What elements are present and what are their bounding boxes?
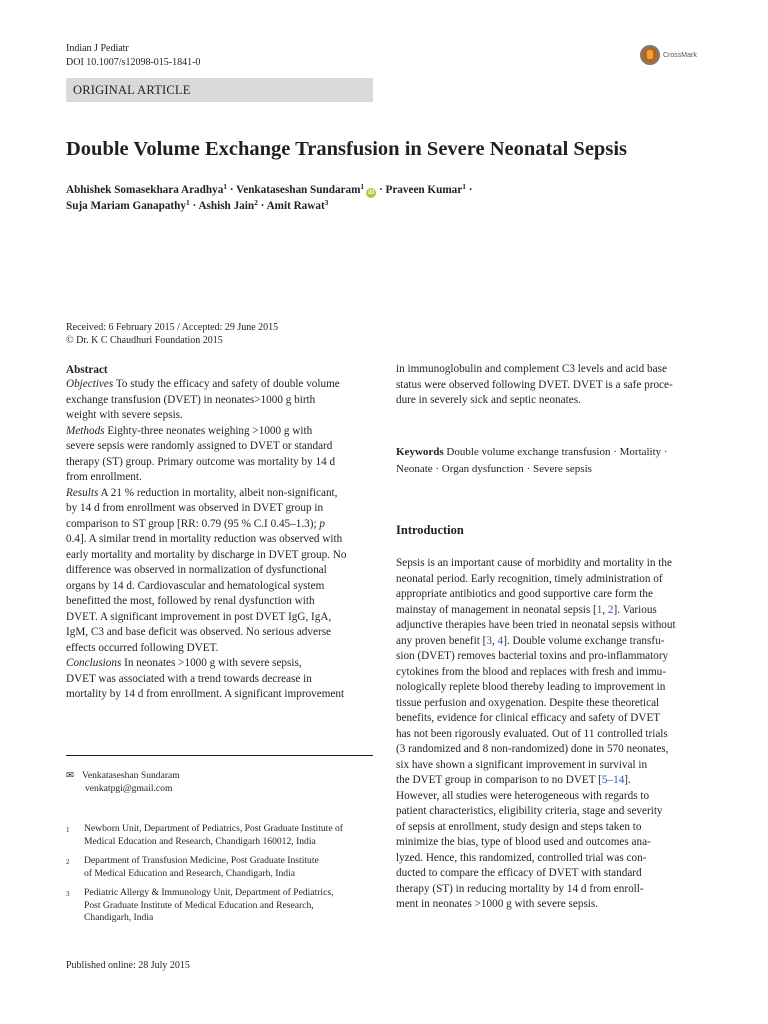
abstract-line: [66, 424, 372, 440]
abstract-line: [66, 641, 372, 657]
text-segment: benefits, evidence for clinical efficacy and safety of DVET: [396, 712, 661, 724]
author-name[interactable]: Suja Mariam Ganapathy: [66, 200, 186, 212]
abstract-heading: Abstract: [66, 364, 108, 376]
affiliation-3: [66, 887, 372, 925]
orcid-icon[interactable]: iD: [368, 190, 375, 196]
text-segment: exchange transfusion (DVET) in neonates>1000 g birth: [66, 393, 316, 406]
abstract-line: [66, 439, 372, 455]
text-segment: nologically replete blood thereby leading to improvement in: [396, 681, 666, 693]
doi[interactable]: DOI 10.1007/s12098-015-1841-0: [66, 57, 201, 68]
affiliation-line: Pediatric Allergy & Immunology Unit, Department of Pediatrics,: [84, 887, 334, 898]
author-separator: ·: [189, 200, 199, 212]
corresponding-author-email[interactable]: venkatpgi@gmail.com: [85, 782, 173, 794]
abstract-line: [66, 548, 372, 564]
affiliation-2: [66, 855, 372, 880]
abstract-line: [66, 594, 372, 610]
introduction-line: [396, 727, 702, 743]
article-type-banner: ORIGINAL ARTICLE: [66, 78, 373, 102]
affiliation-1: [66, 823, 372, 848]
abstract-line: [66, 408, 372, 424]
text-segment: However, all studies were heterogeneous with regards to: [396, 789, 650, 802]
introduction-line: [396, 866, 702, 882]
text-segment: ment in neonates >1000 g with severe sepsis.: [396, 898, 599, 910]
text-segment: of sepsis at enrollment, study design and steps taken to: [396, 820, 642, 833]
author-separator: ·: [466, 184, 473, 196]
authors-line-2: [66, 196, 328, 213]
abstract-line: [66, 455, 372, 471]
text-segment: the DVET group in comparison to no DVET [: [396, 774, 602, 786]
text-segment: six have shown a significant improvement in survival in: [396, 758, 648, 771]
text-segment: To study the efficacy and safety of double volume: [113, 378, 340, 390]
author-affiliation-mark: 1: [185, 198, 190, 207]
author-name[interactable]: Abhishek Somasekhara Aradhya: [66, 184, 224, 196]
introduction-line: [396, 587, 702, 603]
author-separator: ·: [257, 200, 267, 212]
abstract-line: [66, 625, 372, 641]
author-name[interactable]: Amit Rawat: [266, 200, 325, 212]
abstract-line: [66, 579, 372, 595]
abstract-line: status were observed following DVET. DVET is a safe proce-: [396, 378, 673, 391]
author-name[interactable]: Ashish Jain: [198, 200, 255, 212]
text-segment: tissue perfusion and oxygenation. Despite these theoretical: [396, 696, 660, 709]
affiliation-number: 2: [66, 858, 70, 866]
introduction-line: [396, 804, 702, 820]
keywords: [396, 444, 702, 477]
text-segment: ,: [602, 603, 608, 616]
introduction-line: [396, 711, 702, 727]
abstract-line: [66, 672, 372, 688]
text-segment: neonatal period. Early recognition, timely administration of: [396, 572, 663, 585]
section-label: Conclusions: [66, 657, 122, 669]
crossmark-badge[interactable]: [640, 44, 710, 66]
text-segment: patient characteristics, eligibility criteria, stage and severity: [396, 805, 663, 817]
abstract-line: [66, 563, 372, 579]
introduction-line: [396, 742, 702, 758]
abstract-line: dure in severely sick and septic neonates.: [396, 394, 581, 406]
text-segment: DVET. A significant improvement in post DVET IgG, IgA,: [66, 610, 332, 623]
author-name[interactable]: Praveen Kumar: [385, 184, 463, 196]
author-name[interactable]: Venkataseshan Sundaram: [236, 184, 361, 196]
affiliation-number: 1: [66, 826, 70, 834]
introduction-line: [396, 680, 702, 696]
introduction-line: [396, 897, 702, 913]
section-label: Methods: [66, 424, 105, 437]
author-affiliation-mark: 1: [223, 182, 228, 191]
author-affiliation-mark: 1: [360, 182, 365, 191]
abstract-line: [66, 501, 372, 517]
text-segment: adjunctive therapies have been tried in neonatal sepsis without: [396, 619, 676, 631]
section-label: Objectives: [66, 378, 114, 390]
text-segment: 0.4]. A similar trend in mortality reduction was observed with: [66, 533, 343, 545]
introduction-line: [396, 665, 702, 681]
text-segment: Sepsis is an important cause of morbidity and mortality in the: [396, 557, 672, 569]
author-separator: ·: [376, 184, 386, 196]
abstract-line: in immunoglobulin and complement C3 levels and acid base: [396, 363, 667, 375]
text-segment: weight with severe sepsis.: [66, 409, 183, 421]
introduction-line: [396, 789, 702, 805]
reference-link[interactable]: 2: [607, 603, 614, 616]
affiliation-line: Post Graduate Institute of Medical Education and Research,: [84, 899, 314, 911]
text-segment: cytokines from the blood and replaces with fresh and immu-: [396, 665, 666, 678]
abstract-line: [66, 393, 372, 409]
introduction-line: [396, 820, 702, 836]
introduction-line: [396, 851, 702, 867]
abstract-line: [66, 486, 372, 502]
section-label: Results: [66, 486, 99, 499]
introduction-line: [396, 773, 702, 789]
text-segment: appropriate antibiotics and good supportive care form the: [396, 588, 653, 600]
text-segment: benefitted the most, followed by renal dysfunction with: [66, 595, 315, 607]
text-segment: therapy (ST) in reducing mortality by 14 d from enroll-: [396, 882, 644, 895]
introduction-line: [396, 634, 702, 650]
text-segment: In neonates >1000 g with severe sepsis,: [121, 657, 302, 669]
text-segment: Eighty-three neonates weighing >1000 g with: [104, 424, 313, 437]
reference-link[interactable]: 3: [486, 634, 492, 647]
author-separator: ·: [227, 184, 237, 196]
abstract-line: [66, 377, 372, 393]
text-segment: DVET was associated with a trend towards decrease in: [66, 672, 312, 685]
abstract-line: [66, 687, 372, 703]
author-affiliation-mark: 2: [254, 198, 258, 207]
text-segment: A 21 % reduction in mortality, albeit non-significant,: [98, 486, 338, 499]
introduction-line: [396, 758, 702, 774]
published-online-date: Published online: 28 July 2015: [66, 960, 190, 971]
article-title: Double Volume Exchange Transfusion in Severe Neonatal Sepsis: [66, 138, 627, 160]
envelope-icon: ✉: [66, 770, 75, 781]
text-segment: by 14 d from enrollment was observed in DVET group in: [66, 502, 324, 514]
reference-link[interactable]: 1: [596, 603, 603, 616]
affiliation-line: Department of Transfusion Medicine, Post Graduate Institute: [84, 855, 319, 866]
copyright-notice: © Dr. K C Chaudhuri Foundation 2015: [66, 335, 223, 346]
introduction-line: [396, 882, 702, 898]
text-segment: severe sepsis were randomly assigned to DVET or standard: [66, 440, 333, 452]
introduction-line: [396, 696, 702, 712]
crossmark-icon: [640, 45, 660, 65]
abstract-line: [66, 517, 372, 533]
text-segment: effects occurred following DVET.: [66, 641, 219, 654]
keywords-line-2: Neonate · Organ dysfunction · Severe sepsis: [396, 462, 592, 475]
affiliation-line: Newborn Unit, Department of Pediatrics, Post Graduate Institute of: [84, 823, 343, 834]
text-segment: difference was observed in normalization of dysfunctional: [66, 564, 327, 576]
abstract-line: [66, 470, 372, 486]
footnote-divider: [66, 755, 373, 756]
text-segment: lyzed. Hence, this randomized, controlled trial was con-: [396, 851, 647, 864]
journal-name: Indian J Pediatr: [66, 43, 129, 54]
correspondence: [66, 770, 372, 795]
corresponding-author-name: Venkataseshan Sundaram: [82, 770, 180, 781]
introduction-line: [396, 835, 702, 851]
text-segment: sion (DVET) removes bacterial toxins and pro-inflammatory: [396, 650, 669, 662]
text-segment: organs by 14 d. Cardiovascular and hematological system: [66, 579, 325, 592]
author-affiliation-mark: 3: [324, 198, 329, 207]
affiliation-line: Medical Education and Research, Chandigarh 160012, India: [84, 835, 316, 847]
introduction-line: [396, 603, 702, 619]
text-segment: from enrollment.: [66, 471, 142, 483]
section-label: p: [319, 517, 325, 530]
abstract-line: [66, 532, 372, 548]
text-segment: comparison to ST group [RR: 0.79 (95 % C.I 0.45–1.3);: [66, 517, 320, 530]
affiliation-line: Chandigarh, India: [84, 912, 154, 923]
crossmark-label: CrossMark: [663, 51, 697, 59]
text-segment: ducted to compare the efficacy of DVET with standard: [396, 867, 642, 879]
introduction-line: [396, 556, 702, 572]
affiliation-line: of Medical Education and Research, Chandigarh, India: [84, 867, 295, 879]
abstract-continuation: [396, 362, 702, 409]
text-segment: early mortality and mortality by discharge in DVET group. No: [66, 548, 347, 561]
introduction-body: [396, 556, 702, 913]
text-segment: mainstay of management in neonatal sepsis [: [396, 603, 597, 616]
text-segment: ]. Various: [613, 603, 657, 616]
text-segment: mortality by 14 d from enrollment. A significant improvement: [66, 688, 345, 700]
text-segment: IgM, C3 and base deficit was observed. No serious adverse: [66, 626, 332, 638]
affiliation-number: 3: [66, 890, 70, 898]
abstract-line: [66, 610, 372, 626]
keywords-label: Keywords: [396, 446, 444, 458]
reference-link[interactable]: 4: [497, 634, 504, 647]
text-segment: has not been rigorously evaluated. Out of 11 controlled trials: [396, 727, 668, 740]
introduction-line: [396, 649, 702, 665]
introduction-line: [396, 618, 702, 634]
author-affiliation-mark: 1: [462, 182, 466, 191]
introduction-line: [396, 572, 702, 588]
text-segment: ]. Double volume exchange transfu-: [503, 634, 665, 647]
text-segment: ,: [492, 634, 498, 647]
text-segment: (3 randomized and 8 non-randomized) done in 570 neonates,: [396, 743, 669, 755]
text-segment: therapy (ST) group. Primary outcome was mortality by 14 d: [66, 455, 336, 468]
text-segment: ].: [624, 774, 631, 786]
abstract-body: [66, 377, 372, 703]
reference-link[interactable]: 5–14: [601, 774, 625, 786]
text-segment: any proven benefit [: [396, 634, 487, 647]
introduction-heading: Introduction: [396, 523, 464, 537]
abstract-line: [66, 656, 372, 672]
keywords-line-1: Double volume exchange transfusion · Mortality ·: [446, 446, 668, 458]
text-segment: minimize the bias, type of blood used and outcomes ana-: [396, 836, 651, 848]
received-accepted-dates: Received: 6 February 2015 / Accepted: 29 June 2015: [66, 322, 279, 333]
